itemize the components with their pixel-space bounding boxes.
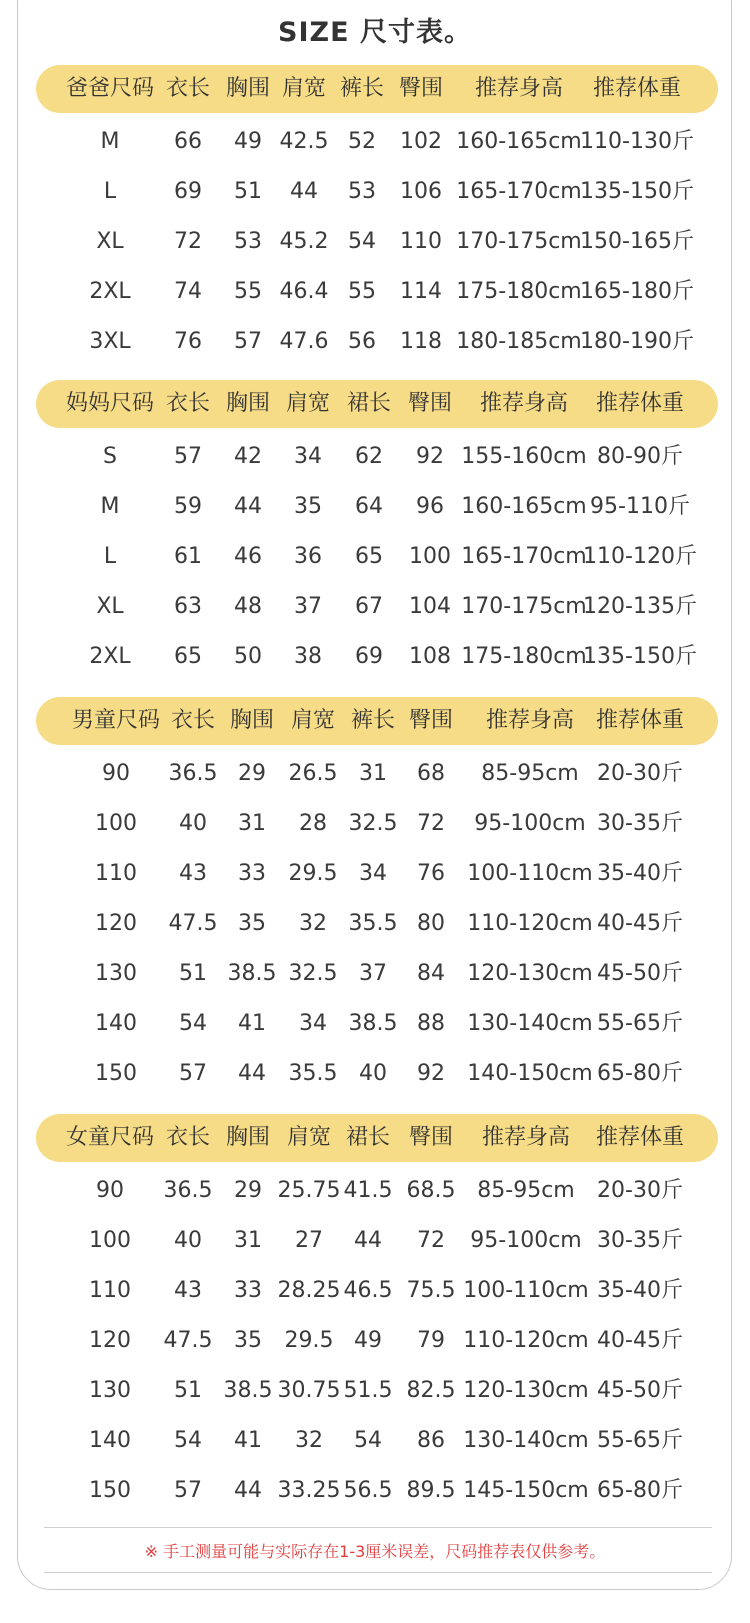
table-cell: 155-160cm (461, 444, 587, 469)
table-cell: 89.5 (406, 1478, 456, 1503)
table-cell: 36 (294, 544, 322, 569)
table-cell: 53 (234, 229, 262, 254)
dad-table-header (36, 65, 718, 113)
mom-table-header (36, 380, 718, 428)
table-cell: 34 (299, 1011, 327, 1036)
table-cell: 26.5 (288, 761, 338, 786)
table-cell: 135-150斤 (583, 644, 697, 669)
column-header: 臀围 (408, 708, 454, 733)
table-cell: 100-110cm (463, 1278, 589, 1303)
table-cell: 49 (234, 129, 262, 154)
table-cell: 32.5 (348, 811, 398, 836)
table-cell: 62 (355, 444, 383, 469)
table-cell: 110 (400, 229, 442, 254)
column-header: 推荐体重 (595, 708, 685, 733)
table-cell: 90 (102, 761, 130, 786)
table-cell: L (103, 179, 117, 204)
column-header: 推荐身高 (481, 1125, 571, 1150)
girl-table-row (0, 1166, 750, 1216)
table-cell: 80 (417, 911, 445, 936)
table-cell: 54 (179, 1011, 207, 1036)
boy-table-row (0, 899, 750, 949)
table-cell: 32.5 (288, 961, 338, 986)
table-cell: 40 (174, 1228, 202, 1253)
column-header: 衣长 (165, 391, 211, 416)
table-cell: 45.2 (279, 229, 329, 254)
table-cell: 110-120cm (467, 911, 593, 936)
column-header: 女童尺码 (65, 1125, 155, 1150)
table-cell: 95-100cm (474, 811, 586, 836)
table-cell: 35 (234, 1328, 262, 1353)
table-cell: 55-65斤 (597, 1428, 683, 1453)
table-cell: 52 (348, 129, 376, 154)
table-cell: 120-130cm (467, 961, 593, 986)
table-cell: 43 (174, 1278, 202, 1303)
table-cell: 100-110cm (467, 861, 593, 886)
column-header: 妈妈尺码 (65, 391, 155, 416)
table-cell: 51 (234, 179, 262, 204)
column-header: 裤长 (350, 708, 396, 733)
table-cell: 74 (174, 279, 202, 304)
table-cell: 2XL (89, 279, 131, 304)
table-cell: 120 (95, 911, 137, 936)
table-cell: 67 (355, 594, 383, 619)
table-cell: 40-45斤 (597, 911, 683, 936)
table-cell: 95-110斤 (590, 494, 690, 519)
table-cell: 150 (89, 1478, 131, 1503)
table-cell: 20-30斤 (597, 1178, 683, 1203)
table-cell: 38.5 (227, 961, 277, 986)
table-cell: 57 (179, 1061, 207, 1086)
table-cell: 53 (348, 179, 376, 204)
table-cell: 160-165cm (456, 129, 582, 154)
table-cell: 106 (400, 179, 442, 204)
table-cell: 46.4 (279, 279, 329, 304)
table-cell: 135-150斤 (580, 179, 694, 204)
table-cell: 41 (234, 1428, 262, 1453)
table-cell: 114 (400, 279, 442, 304)
table-cell: 65-80斤 (597, 1478, 683, 1503)
table-cell: 35.5 (288, 1061, 338, 1086)
table-cell: 38.5 (348, 1011, 398, 1036)
table-cell: 30-35斤 (597, 811, 683, 836)
table-cell: 150-165斤 (580, 229, 694, 254)
table-cell: 140 (95, 1011, 137, 1036)
table-cell: 57 (234, 329, 262, 354)
table-cell: 65-80斤 (597, 1061, 683, 1086)
table-cell: 54 (174, 1428, 202, 1453)
table-cell: 54 (354, 1428, 382, 1453)
table-cell: 55 (234, 279, 262, 304)
column-header: 裙长 (346, 391, 392, 416)
table-cell: 57 (174, 444, 202, 469)
dad-table-row (0, 217, 750, 267)
table-cell: 63 (174, 594, 202, 619)
table-cell: 68.5 (406, 1178, 456, 1203)
table-cell: 85-95cm (477, 1178, 575, 1203)
table-cell: 41 (238, 1011, 266, 1036)
column-header: 男童尺码 (71, 708, 161, 733)
table-cell: 38.5 (223, 1378, 273, 1403)
table-cell: M (100, 129, 120, 154)
table-cell: 44 (290, 179, 318, 204)
table-cell: 160-165cm (461, 494, 587, 519)
table-cell: 104 (409, 594, 451, 619)
table-cell: 55-65斤 (597, 1011, 683, 1036)
column-header: 臀围 (408, 1125, 454, 1150)
table-cell: S (103, 444, 117, 469)
column-header: 肩宽 (281, 76, 327, 101)
table-cell: 29 (234, 1178, 262, 1203)
table-cell: 44 (354, 1228, 382, 1253)
boy-table-row (0, 849, 750, 899)
boy-table-row (0, 799, 750, 849)
table-cell: 100 (95, 811, 137, 836)
table-cell: 56 (348, 329, 376, 354)
table-cell: 68 (417, 761, 445, 786)
table-cell: 46 (234, 544, 262, 569)
table-cell: 45-50斤 (597, 961, 683, 986)
table-cell: 150 (95, 1061, 137, 1086)
column-header: 肩宽 (285, 391, 331, 416)
table-cell: 56.5 (343, 1478, 393, 1503)
table-cell: 37 (359, 961, 387, 986)
table-cell: 96 (416, 494, 444, 519)
column-header: 肩宽 (290, 708, 336, 733)
table-cell: 92 (416, 444, 444, 469)
table-cell: 45-50斤 (597, 1378, 683, 1403)
table-cell: 36.5 (163, 1178, 213, 1203)
table-cell: 40 (359, 1061, 387, 1086)
table-cell: 40 (179, 811, 207, 836)
table-cell: 95-100cm (470, 1228, 582, 1253)
table-cell: 34 (294, 444, 322, 469)
column-header: 裤长 (339, 76, 385, 101)
table-cell: 28 (299, 811, 327, 836)
table-cell: 110 (89, 1278, 131, 1303)
column-header: 肩宽 (286, 1125, 332, 1150)
table-cell: 130-140cm (467, 1011, 593, 1036)
table-cell: 110 (95, 861, 137, 886)
column-header: 衣长 (170, 708, 216, 733)
table-cell: 130-140cm (463, 1428, 589, 1453)
column-header: 胸围 (225, 391, 271, 416)
table-cell: 130 (95, 961, 137, 986)
table-cell: 35-40斤 (597, 1278, 683, 1303)
table-cell: 37 (294, 594, 322, 619)
table-cell: 44 (238, 1061, 266, 1086)
table-cell: 165-170cm (461, 544, 587, 569)
column-header: 衣长 (165, 76, 211, 101)
dad-table-row (0, 117, 750, 167)
table-cell: 25.75 (277, 1178, 341, 1203)
mom-table-row (0, 432, 750, 482)
column-header: 臀围 (398, 76, 444, 101)
table-cell: 86 (417, 1428, 445, 1453)
table-cell: 72 (417, 811, 445, 836)
mom-table-row (0, 532, 750, 582)
table-cell: 80-90斤 (597, 444, 683, 469)
table-cell: 54 (348, 229, 376, 254)
table-cell: 120 (89, 1328, 131, 1353)
table-cell: 47.5 (163, 1328, 213, 1353)
table-cell: 85-95cm (481, 761, 579, 786)
table-cell: 120-135斤 (583, 594, 697, 619)
table-cell: 34 (359, 861, 387, 886)
column-header: 推荐体重 (592, 76, 682, 101)
table-cell: 33 (238, 861, 266, 886)
table-cell: 175-180cm (461, 644, 587, 669)
table-cell: 44 (234, 494, 262, 519)
table-cell: 32 (295, 1428, 323, 1453)
table-cell: 108 (409, 644, 451, 669)
table-cell: 33.25 (277, 1478, 341, 1503)
table-cell: 82.5 (406, 1378, 456, 1403)
table-cell: 50 (234, 644, 262, 669)
girl-table-row (0, 1416, 750, 1466)
table-cell: 29.5 (284, 1328, 334, 1353)
table-cell: 38 (294, 644, 322, 669)
table-cell: 84 (417, 961, 445, 986)
column-header: 爸爸尺码 (65, 76, 155, 101)
table-cell: 140-150cm (467, 1061, 593, 1086)
table-cell: 29 (238, 761, 266, 786)
table-cell: 180-190斤 (580, 329, 694, 354)
table-cell: 43 (179, 861, 207, 886)
table-cell: 72 (417, 1228, 445, 1253)
column-header: 推荐体重 (595, 1125, 685, 1150)
table-cell: 180-185cm (456, 329, 582, 354)
table-cell: 88 (417, 1011, 445, 1036)
table-cell: 170-175cm (456, 229, 582, 254)
note-divider-bottom (44, 1572, 712, 1573)
table-cell: 165-180斤 (580, 279, 694, 304)
table-cell: 76 (417, 861, 445, 886)
mom-table-row (0, 582, 750, 632)
table-cell: 66 (174, 129, 202, 154)
table-cell: 79 (417, 1328, 445, 1353)
table-cell: 44 (234, 1478, 262, 1503)
table-cell: 40-45斤 (597, 1328, 683, 1353)
girl-table-row (0, 1366, 750, 1416)
table-cell: 42.5 (279, 129, 329, 154)
table-cell: L (103, 544, 117, 569)
table-cell: 27 (295, 1228, 323, 1253)
table-cell: XL (96, 594, 124, 619)
column-header: 胸围 (229, 708, 275, 733)
table-cell: 110-120斤 (583, 544, 697, 569)
dad-table-row (0, 317, 750, 367)
table-cell: 48 (234, 594, 262, 619)
girl-table-row (0, 1316, 750, 1366)
boy-table-header (36, 697, 718, 745)
table-cell: 47.6 (279, 329, 329, 354)
table-cell: 31 (238, 811, 266, 836)
table-cell: 35.5 (348, 911, 398, 936)
measurement-note: ※ 手工测量可能与实际存在1-3厘米误差，尺码推荐表仅供参考。 (144, 1542, 606, 1561)
table-cell: 165-170cm (456, 179, 582, 204)
table-cell: 65 (355, 544, 383, 569)
boy-table-row (0, 949, 750, 999)
table-cell: 32 (299, 911, 327, 936)
table-cell: 90 (96, 1178, 124, 1203)
column-header: 胸围 (225, 76, 271, 101)
girl-table-row (0, 1466, 750, 1516)
table-cell: 51 (179, 961, 207, 986)
table-cell: 41.5 (343, 1178, 393, 1203)
table-cell: 140 (89, 1428, 131, 1453)
column-header: 胸围 (225, 1125, 271, 1150)
table-cell: 51 (174, 1378, 202, 1403)
table-cell: 35 (238, 911, 266, 936)
table-cell: 36.5 (168, 761, 218, 786)
table-cell: 64 (355, 494, 383, 519)
table-cell: 55 (348, 279, 376, 304)
table-cell: 20-30斤 (597, 761, 683, 786)
column-header: 裙长 (345, 1125, 391, 1150)
table-cell: 102 (400, 129, 442, 154)
table-cell: 69 (174, 179, 202, 204)
table-cell: 35-40斤 (597, 861, 683, 886)
table-cell: 35 (294, 494, 322, 519)
dad-table-row (0, 167, 750, 217)
boy-table-row (0, 1049, 750, 1099)
dad-table-row (0, 267, 750, 317)
table-cell: 3XL (89, 329, 131, 354)
table-cell: 110-120cm (463, 1328, 589, 1353)
table-cell: 100 (409, 544, 451, 569)
table-cell: 30.75 (277, 1378, 341, 1403)
table-cell: 118 (400, 329, 442, 354)
column-header: 推荐体重 (595, 391, 685, 416)
table-cell: 130 (89, 1378, 131, 1403)
boy-table-row (0, 999, 750, 1049)
table-cell: 31 (359, 761, 387, 786)
column-header: 推荐身高 (474, 76, 564, 101)
note-divider-top (44, 1527, 712, 1528)
table-cell: 65 (174, 644, 202, 669)
boy-table-row (0, 749, 750, 799)
table-cell: 120-130cm (463, 1378, 589, 1403)
mom-table-row (0, 482, 750, 532)
table-cell: 100 (89, 1228, 131, 1253)
table-cell: M (100, 494, 120, 519)
table-cell: 42 (234, 444, 262, 469)
table-cell: 51.5 (343, 1378, 393, 1403)
table-cell: 29.5 (288, 861, 338, 886)
girl-table-row (0, 1266, 750, 1316)
girl-table-row (0, 1216, 750, 1266)
table-cell: 2XL (89, 644, 131, 669)
table-cell: 75.5 (406, 1278, 456, 1303)
table-cell: 170-175cm (461, 594, 587, 619)
table-cell: 61 (174, 544, 202, 569)
table-cell: 31 (234, 1228, 262, 1253)
column-header: 推荐身高 (485, 708, 575, 733)
table-cell: 145-150cm (463, 1478, 589, 1503)
table-cell: 92 (417, 1061, 445, 1086)
mom-table-row (0, 632, 750, 682)
table-cell: 28.25 (277, 1278, 341, 1303)
column-header: 臀围 (407, 391, 453, 416)
page-title: SIZE 尺寸表。 (278, 17, 472, 48)
table-cell: 59 (174, 494, 202, 519)
girl-table-header (36, 1114, 718, 1162)
table-cell: 46.5 (343, 1278, 393, 1303)
table-cell: 76 (174, 329, 202, 354)
table-cell: 175-180cm (456, 279, 582, 304)
table-cell: 47.5 (168, 911, 218, 936)
table-cell: XL (96, 229, 124, 254)
column-header: 衣长 (165, 1125, 211, 1150)
table-cell: 30-35斤 (597, 1228, 683, 1253)
table-cell: 33 (234, 1278, 262, 1303)
table-cell: 49 (354, 1328, 382, 1353)
table-cell: 69 (355, 644, 383, 669)
table-cell: 57 (174, 1478, 202, 1503)
table-cell: 110-130斤 (580, 129, 694, 154)
column-header: 推荐身高 (479, 391, 569, 416)
table-cell: 72 (174, 229, 202, 254)
